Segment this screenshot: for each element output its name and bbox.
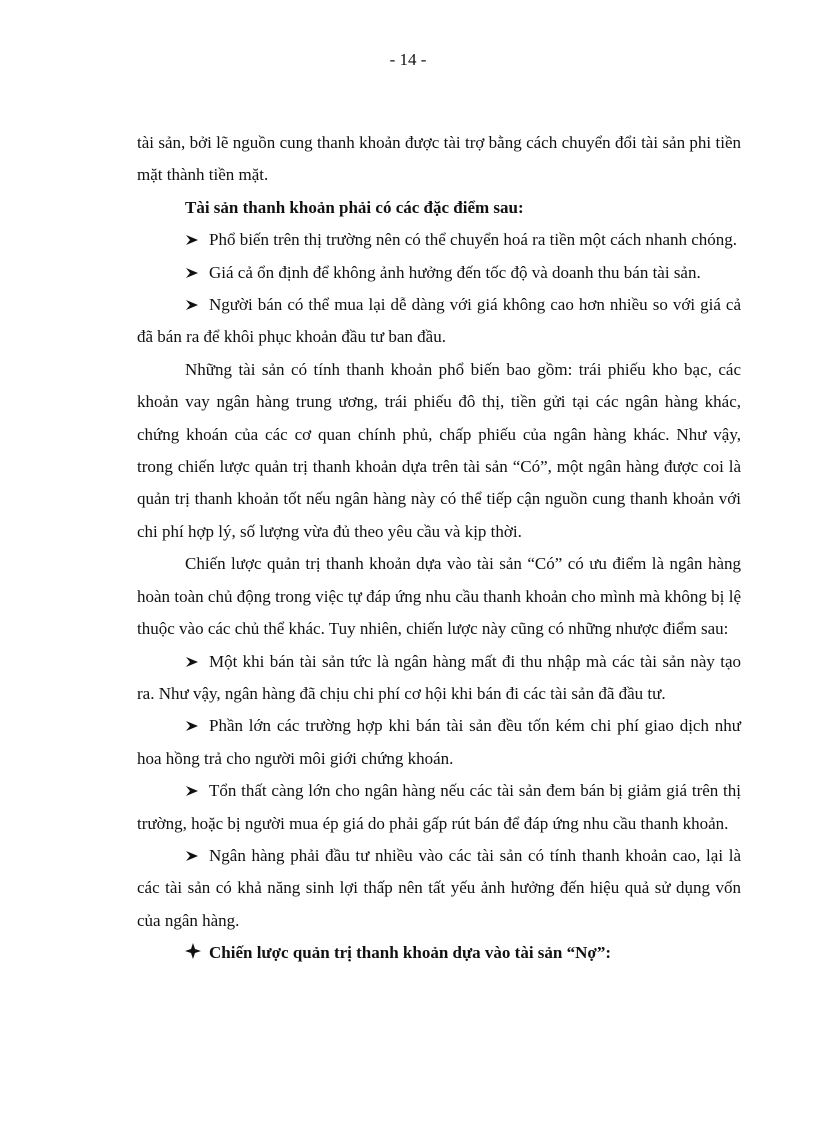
paragraph: Những tài sản có tính thanh khoản phổ biến bao gồm: trái phiếu kho bạc, các khoản vay ngân hàng trung ương, trái phiếu đô thị, tiền gửi tại các ngân hàng khác, chứng khoán của các cơ quan chính phủ, chấp phiếu của ngân hàng khác. Như vậy, trong chiến lược quản trị thanh khoản dựa trên tài sản “Có”, một ngân hàng được coi là quản trị thanh khoản tốt nếu ngân hàng này có thể tiếp cận nguồn cung thanh khoản với chi phí hợp lý, số lượng vừa đủ theo yêu cầu và kịp thời. (137, 359, 741, 541)
bullet-text: Tổn thất càng lớn cho ngân hàng nếu các tài sản đem bán bị giảm giá trên thị trường, hoặc bị người mua ép giá do phải gấp rút bán để đáp ứng nhu cầu thanh khoản. (137, 781, 741, 833)
bullet-text: Người bán có thể mua lại dễ dàng với giá không cao hơn nhiều so với giá cả đã bán ra để khôi phục khoản đầu tư ban đầu. (137, 295, 741, 347)
bullet-item (137, 840, 741, 937)
bullet-item (137, 710, 741, 775)
bullet-item (137, 224, 741, 256)
document-body (137, 127, 741, 970)
diamond-heading (137, 937, 741, 969)
arrow-bullet-icon (185, 646, 209, 678)
arrow-bullet-icon (185, 289, 209, 321)
arrow-bullet-icon (185, 257, 209, 289)
bullet-text: Phổ biến trên thị trường nên có thể chuyển hoá ra tiền một cách nhanh chóng. (209, 230, 738, 250)
page-number: - 14 - (389, 50, 427, 69)
paragraph: Chiến lược quản trị thanh khoản dựa vào tài sản “Có” có ưu điểm là ngân hàng hoàn toàn chủ động trong việc tự đáp ứng nhu cầu thanh khoản cho mình mà không bị lệ thuộc vào các chủ thể khác. Tuy nhiên, chiến lược này cũng có những nhược điểm sau: (137, 554, 741, 639)
bullet-text: Một khi bán tài sản tức là ngân hàng mất đi thu nhập mà các tài sản này tạo ra. Như vậy, ngân hàng đã chịu chi phí cơ hội khi bán đi các tài sản đã đầu tư. (137, 651, 741, 703)
bullet-item (137, 775, 741, 840)
bullet-text: Phần lớn các trường hợp khi bán tài sản đều tốn kém chi phí giao dịch như hoa hồng trả cho người môi giới chứng khoán. (137, 716, 741, 768)
bullet-text: Giá cả ổn định để không ảnh hưởng đến tốc độ và doanh thu bán tài sản. (209, 262, 701, 282)
heading-text: Chiến lược quản trị thanh khoản dựa vào tài sản “Nợ”: (209, 943, 611, 963)
section-heading: Tài sản thanh khoản phải có các đặc điểm sau: (185, 197, 524, 217)
bullet-item (137, 257, 741, 289)
diamond-bullet-icon (185, 937, 209, 969)
bullet-text: Ngân hàng phải đầu tư nhiều vào các tài sản có tính thanh khoản cao, lại là các tài sản có khả năng sinh lợi thấp nên tất yếu ảnh hưởng đến hiệu quả sử dụng vốn của ngân hàng. (137, 845, 741, 930)
arrow-bullet-icon (185, 775, 209, 807)
arrow-bullet-icon (185, 224, 209, 256)
bullet-item (137, 289, 741, 354)
arrow-bullet-icon (185, 840, 209, 872)
bullet-item (137, 646, 741, 711)
arrow-bullet-icon (185, 710, 209, 742)
paragraph-intro: tài sản, bởi lẽ nguồn cung thanh khoản được tài trợ bằng cách chuyển đổi tài sản phi tiền mặt thành tiền mặt. (137, 133, 741, 185)
